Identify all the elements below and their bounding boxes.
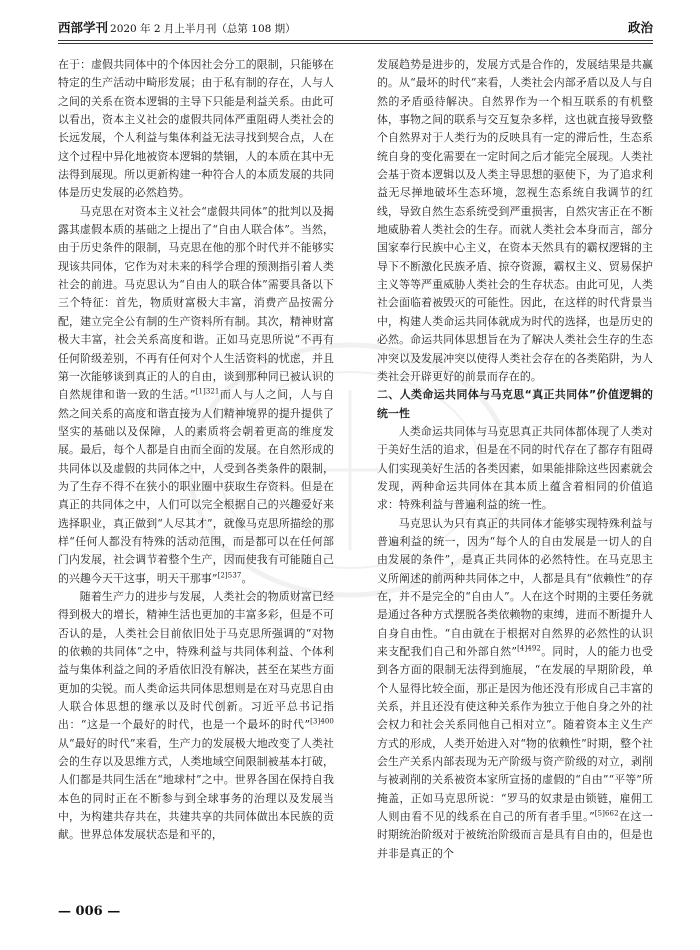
paragraph: 随着生产力的进步与发展，人类社会的物质财富已经得到极大的增长，精神生活也更加的丰富多彩，但是不可否认的是，人类社会目前依旧处于马克思所强调的“对物的依赖的共同体”之中，特殊利益与共同体利益、个体利益与集体利益之间的矛盾依旧没有解决，甚至在某些方面更加的尖锐。而人类命运共同体思想则是在对马克思自由人联合体思想的继承以及时代创新。习近平总书记指出：“这是一个最好的时代，也是一个最坏的时代”$^{[3]400}$从“最好的时代”来看，生产力的发展极大地改变了人类社会的生存以及思维方式，人类地域空间限制被基本打破，人们都是共同生活在“地球村”之中。世界各国在保持自我本色的同时正在不断参与到全球事务的治理以及发展当中，为构建共存共在，共建共享的共同体做出本民族的贡献。世界总体发展状态是和平的， [58, 589, 334, 842]
running-header [58, 18, 653, 38]
journal-issue: 2020 年 2 月上半月刊（总第 108 期） [110, 23, 296, 35]
section-label: 政治 [627, 20, 653, 35]
paragraph: 发展趋势是进步的，发展方式是合作的，发展结果是共赢的。从“最坏的时代”来看，人类社会内部矛盾以及人与自然的矛盾亟待解决。自然界作为一个相互联系的有机整体，事物之间的联系与交互复杂多样，这也就直接导致整个自然界对于人类行为的反映具有一定的滞后性，生态系统自身的变化需要在一定时间之后才能完全展现。人类社会基于资本逻辑以及人类主导思想的驱使下，为了追求利益无尽掸地破坏生态环境，忽视生态系统自我调节的红线，导致自然生态系统受到严重损害，自然灾害正在不断地威胁着人类社会的生存。而就人类社会本身而言，部分国家奉行民族中心主义，在资本天然具有的霸权逻辑的主导下不断激化民族矛盾、掠夺资源，霸权主义、贸易保护主义等等严重威胁人类社会的生存状态。由此可见，人类社会面临着被毁灭的可能性。因此，在这样的时代背景当中，构建人类命运共同体就成为时代的选择，也是历史的必然。命运共同体思想旨在为了解决人类社会生存的生态冲突以及发展冲突以使得人类社会存在的各类陷阱，为人类社会开辟更好的前景而存在的。 [377, 58, 653, 383]
citation-ref: [4]492 [517, 644, 541, 653]
left-column [58, 56, 334, 845]
journal-name: 西部学刊 [58, 20, 109, 35]
right-column [377, 56, 653, 863]
header-rule-thin [58, 43, 653, 44]
header-rule [58, 40, 653, 41]
paragraph: 马克思在对资本主义社会“虚假共同体”的批判以及揭露其虚假本质的基础之上提出了“自由人联合体”。当然，由于历史条件的限制，马克思在他的那个时代并不能够实现该共同体，它作为对未来的科学合理的预测指引着人类社会的前进。马克思认为“自由人的联合体”需要具备以下三个特征：首先，物质财富极大丰富，消费产品按需分配，建立完全公有制的生产资料所有制。其次，精神财富极大丰富，社会关系高度和谐。正如马克思所说“不再有任何阶级差别，不再有任何对个人生活资料的忧虑，并且第一次能够谈到真正的人的自由，谈到那种同已被认识的自然规律和谐一致的生活。”$^{[1]321}$而人与人之间，人与自然之间关系的高度和谐直接为人们精神境界的提升提供了坚实的基础以及保障，人的素质将会朝着更高的维度发展。最后，每个人都是自由而全面的发展。在自然形成的共同体以及虚假的共同体之中，人受到各类条件的限制，为了生存不得不在狭小的职业圈中获取生存资料。但是在真正的共同体之中，人们可以完全根据自己的兴趣爱好来选择职业，真正做到“人尽其才”，就像马克思所描绘的那样“任何人都没有特殊的活动范围，而是都可以在任何部门内发展，社会调节着整个生产，因而使我有可能随自己的兴趣今天干这事，明天干那事”$^{[2]537}$。 [58, 204, 334, 585]
page-number: — 006 — [58, 904, 121, 919]
citation-ref: [2]537 [217, 571, 242, 579]
citation-ref: [3]400 [310, 717, 334, 726]
section-heading: 二、人类命运共同体与马克思“真正共同体”价值逻辑的统一性 [377, 388, 653, 420]
citation-ref: [5]662 [594, 809, 619, 818]
paragraph: 马克思认为只有真正的共同体才能够实现特殊利益与普遍利益的统一，因为“每个人的自由发展是一切人的自由发展的条件”，是真正共同体的必然特性。在马克思主义所阐述的前两种共同体之中，人都是具有“依赖性”的存在，并不是完全的“自由人”。人在这个时期的主要任务就是通过各种方式摆脱各类依赖物的束缚，进而不断提升人自身自由性。“自由就在于根据对自然界的必然性的认识来支配我们自己和外部自然”$^{[4]492}$。同时，人的能力也受到各方面的限制无法得到施展，“在发展的早期阶段，单个人显得比较全面，那正是因为他还没有形成自己丰富的关系，并且还没有使这种关系作为独立于他自身之外的社会权力和社会关系同他自己相对立”。随着资本主义生产方式的形成，人类开始进入对“物的依赖性”时期，整个社会生产关系内部表现为无产阶级与资产阶级的对立，剥削与被剥削的关系被资本家所宣扬的虚假的“自由”“平等”所掩盖，正如马克思所说：“罗马的奴隶是由锁链，雇佣工人则由看不见的线系在自己的所有者手里。”$^{[5]662}$在这一时期统治阶级对于被统治阶级而言是具有自由的，但是也并非是真正的个 [377, 516, 653, 860]
paragraph: 在于：虚假共同体中的个体因社会分工的限制，只能够在特定的生产活动中畸形发展；由于私有制的存在，人与人之间的关系在资本逻辑的主导下只能是利益关系。由此可以看出，资本主义社会的虚假共同体严重阻碍人类社会的长远发展，个人利益与集体利益无法寻找到契合点，人在这个过程中异化地被资本逻辑的禁锢，人的本质在其中无法得到展现。所以更新构建一种符合人的本质发展的共同体是历史发展的必然趋势。 [58, 58, 334, 200]
citation-ref: [1]321 [195, 387, 220, 396]
paragraph: 人类命运共同体与马克思真正共同体都体现了人类对于美好生活的追求，但是在不同的时代存在了都存有阻碍人们实现美好生活的各类因素，如果能排除这些因素就会发现，两种命运共同体在其本质上蕴含着相同的价值追求：特殊利益与普遍利益的统一性。 [377, 424, 653, 512]
journal-title [58, 18, 296, 36]
